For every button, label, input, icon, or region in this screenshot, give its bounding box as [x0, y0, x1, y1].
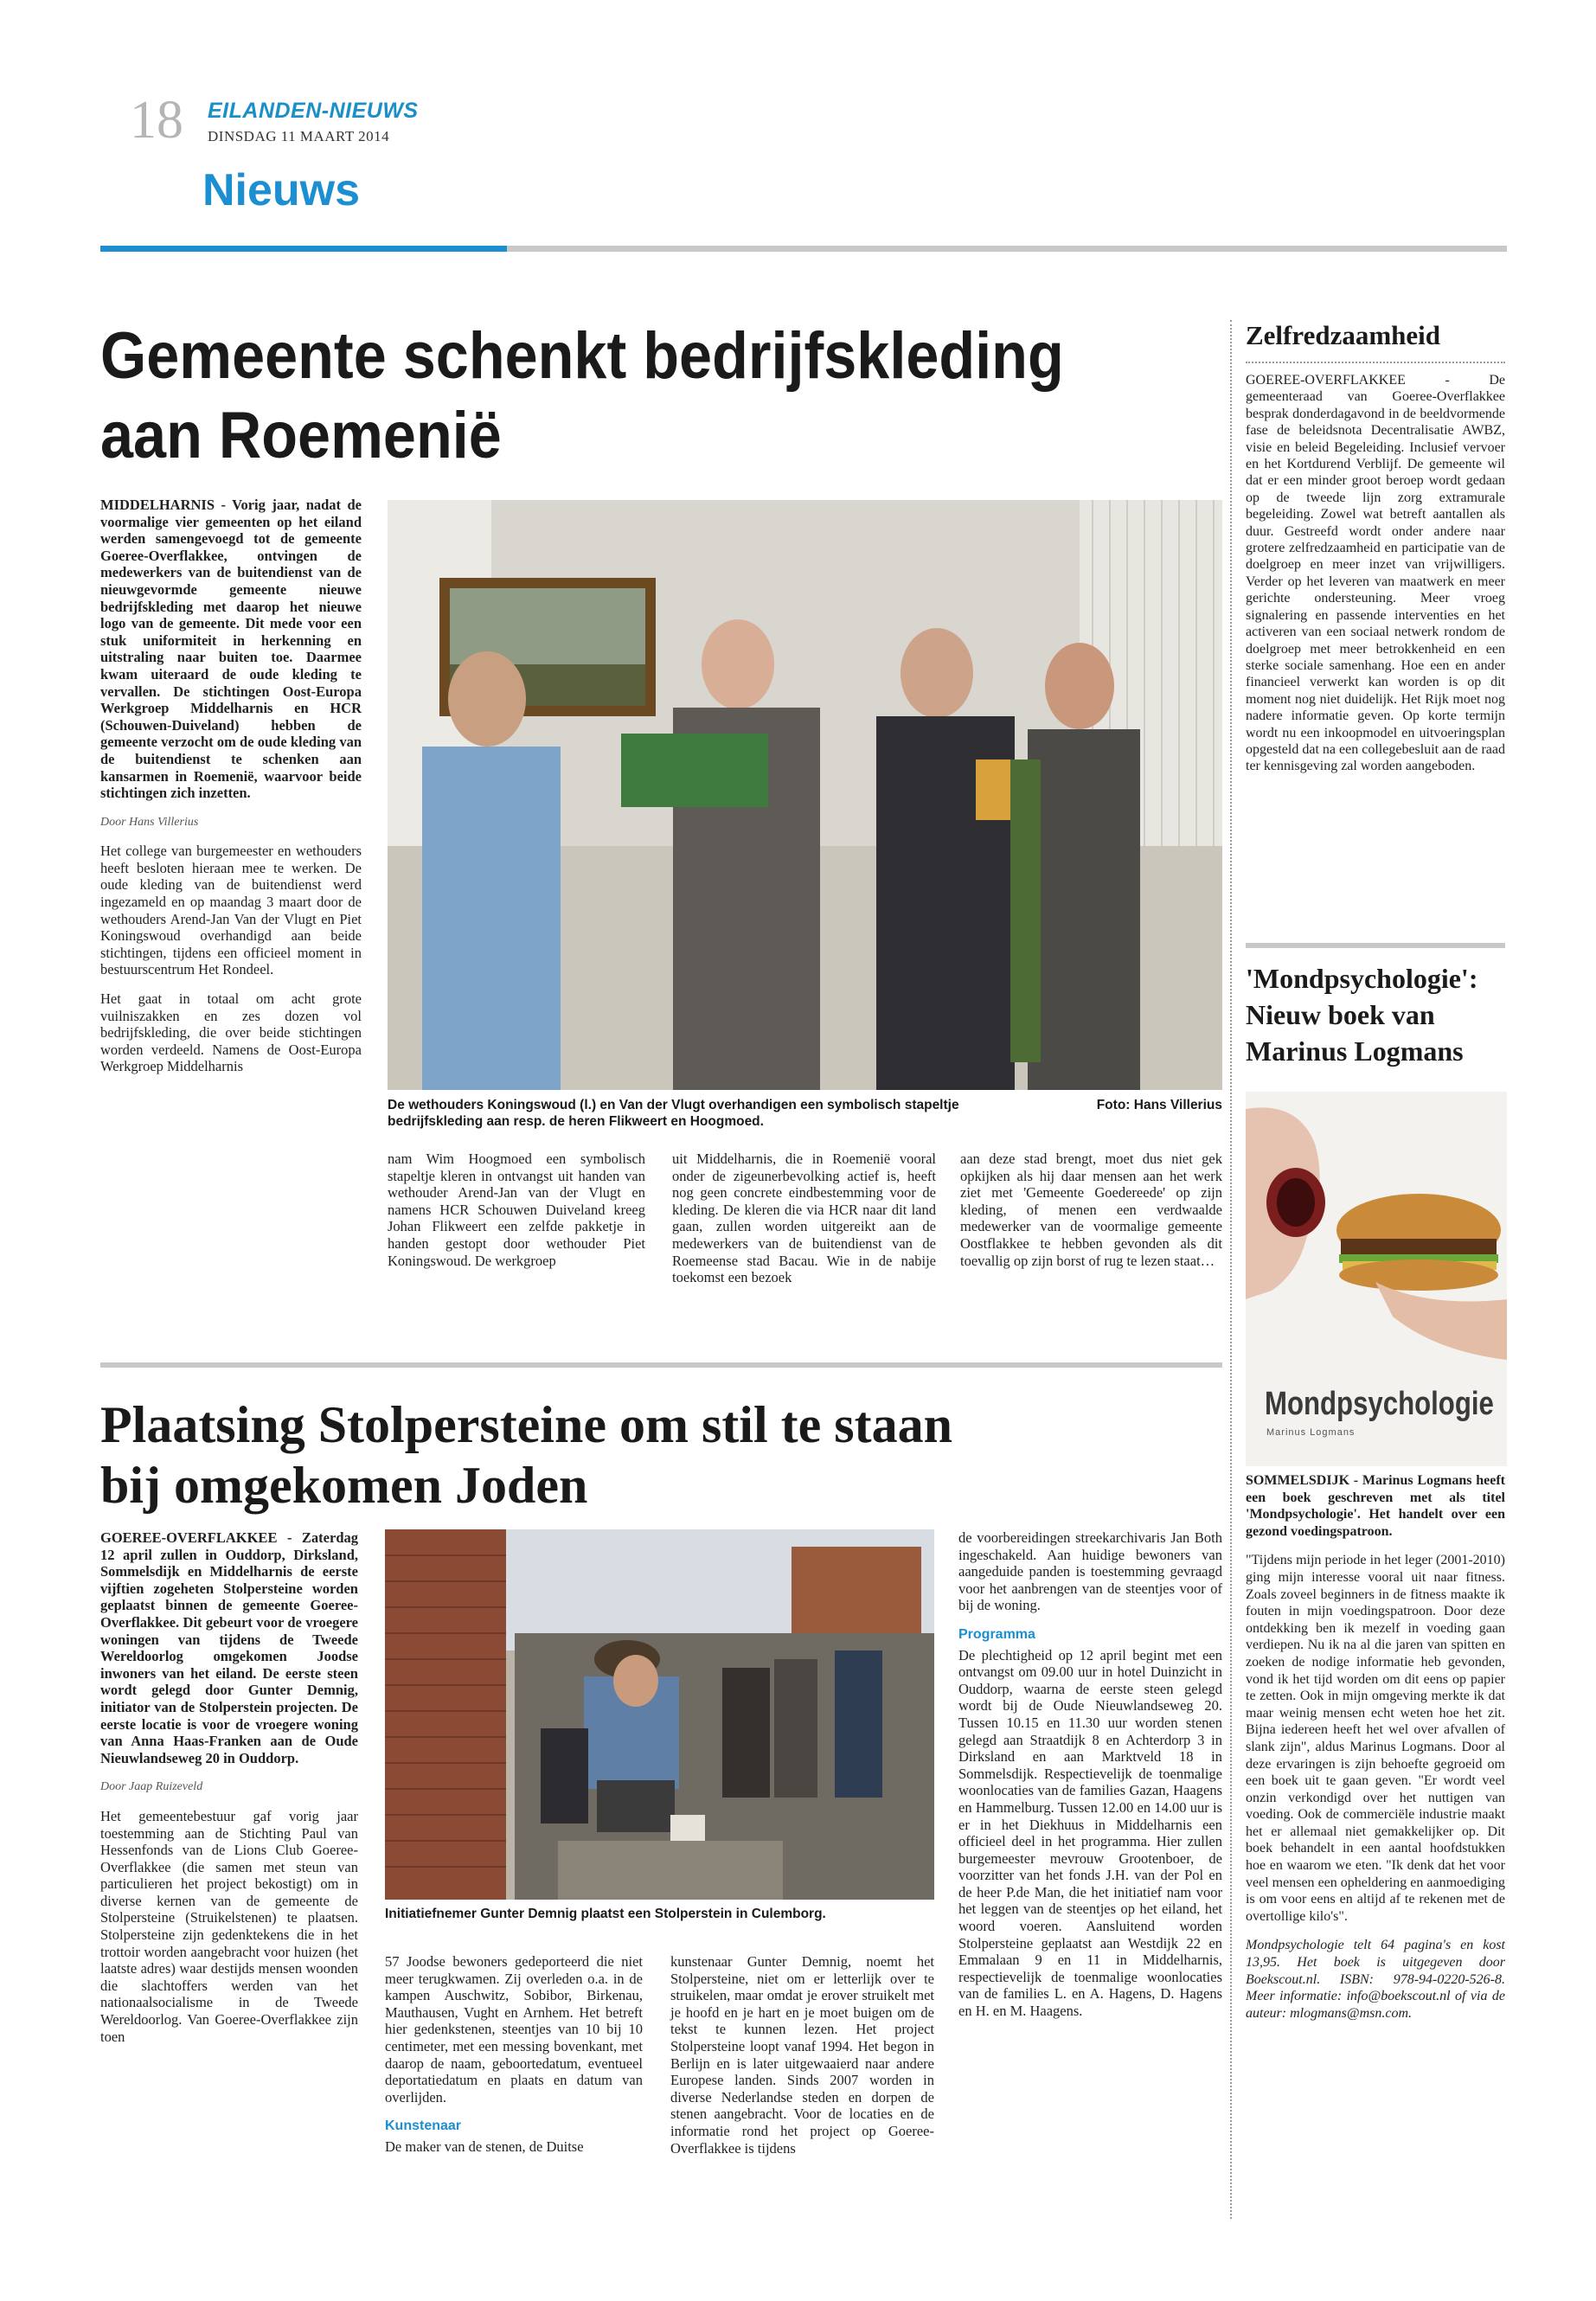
sidebar1-title: Zelfredzaamheid: [1246, 320, 1441, 350]
subhead-kunstenaar: Kunstenaar: [385, 2118, 462, 2134]
sidebar1-rule: [1246, 362, 1505, 363]
article1-photo: [388, 500, 1222, 1090]
article2-column-2: 57 Joodse bewoners gedeporteerd die niet meer terugkwamen. Zij overleden o.a. in de kampen Auschwitz, Sobibor, Birkenau, Mauthausen, Vught en Arnhem. Het betreft hier gedenkstenen, steentjes van 10 bij 10 centimeter, met een messing bovenkant, met daarop de naam, geboortedatum, eventueel deportatiedatum en plaats en datum van overlijden. Kunstenaar De maker van de stenen, de Duitse: [385, 1953, 643, 2155]
sidebar2-lead: SOMMELSDIJK - Marinus Logmans heeft een boek geschreven met als titel 'Mondpsychologie'. Het handelt over een gezond voedingspatroon.: [1246, 1473, 1505, 1539]
article2-lead: GOEREE-OVERFLAKKEE - Zaterdag 12 april zullen in Ouddorp, Dirksland, Sommelsdijk en Middelharnis de eerste vijftien zogeheten Stolpersteine worden geplaatst binnen de gemeente Goeree-Overflakkee. Dit gebeurt voor de vroegere woningen van tijdens de Tweede Wereldoorlog omgekomen Joodse inwoners van het eiland. De eerste steen wordt gelegd door Gunter Demnig, initiator van de Stolperstein projecten. De eerste locatie is voor de vroegere woning van Anna Haas-Franken aan de Oude Nieuwlandseweg 20 in Ouddorp.: [100, 1529, 358, 1766]
subhead-programma: Programma: [958, 1626, 1035, 1642]
article2-byline: Door Jaap Ruizeveld: [100, 1780, 203, 1794]
book-cover-title: Mondpsychologie: [1265, 1386, 1494, 1422]
article1-photo-graphic: [388, 500, 1222, 1090]
article2-column-4: de voorbereidingen streekarchivaris Jan Both ingeschakeld. Aan huidige bewoners van aangeduide panden is toestemming gevraagd voor het aanbrengen van de steentjes voor of bij de woning. Programma De plechtigheid op 12 april begint met een ontvangst om 09.00 uur in hotel Duinzicht in Ouddorp, waarna de eerste steen gelegd wordt bij de Oude Nieuwlandseweg 20. Tussen 10.15 en 11.30 uur worden stenen gelegd aan Straatdijk 8 en Achterdorp 3 in Dirksland en aan Marktveld 18 in Sommelsdijk. Respectievelijk de toenmalige woonlocaties van de families Gazan, Haagens en Hammelburg. Tussen 12.00 en 14.00 uur is er in het Diekhuus in Middelharnis een officieel deel in het programma. Hier zullen burgemeester mevrouw Grootenboer, de voorzitter van het fonds J.H. van der Pol en de heer P.de Man, die het initiatief nam voor het leggen van de steentjes op het eiland, het woord voeren. Aansluitend worden Stolpersteine geplaatst aan Westdijk 22 en Emmalaan 9 en 11 in Middelharnis, respectievelijk de toenmalige woonlocaties van de families L. en A. Hagens, D. Hagens en H. en M. Haagens.: [958, 1529, 1222, 2020]
article2-column-1: [100, 1529, 358, 2057]
article1-byline: Door Hans Villerius: [100, 815, 199, 829]
sidebar2-paragraph: "Tijdens mijn periode in het leger (2001-2010) ging mijn interesse vooral uit naar fitness. Zoals zoveel beginners in de fitness maakte ik fouten in mijn voedingspatroon. Door deze ontdekking ben ik mezelf in voeding gaan verdiepen. Nu ik na al die jaren van spitten en zoeken de nodige informatie heb gevonden, vond ik het tijd worden om dit eens op papier te zetten. Ook in mijn omgeving merkte ik dat maar weinig mensen echt weten hoe het zit. Bijna iedereen heeft het wel over afvallen of slank zijn", aldus Marinus Logmans. Door al deze ervaringen is zijn behoefte gegroeid om een boek uit te gaan geven. "Er wordt veel onzin verkondigd over het nuttigen van voeding. Ook de commerciële industrie maakt het er allemaal niet gemakkelijker op. Dit boek behandelt in een aantal hoofdstukken hoe en waarom we eten. "Ik denk dat het voor veel mensen een opheldering en aanmoediging is om voor eens en altijd af te rekenen met de overtollige kilo's".: [1246, 1553, 1505, 1924]
article2-photo-graphic: [385, 1529, 934, 1900]
book-cover: [1246, 1092, 1507, 1466]
article2-caption: Initiatiefnemer Gunter Demnig plaatst een Stolperstein in Culemborg.: [385, 1907, 826, 1921]
article2-headline: Plaatsing Stolpersteine om stil te staan bij omgekomen Joden: [100, 1396, 952, 1514]
article1-paragraph: Het college van burgemeester en wethouders heeft besloten hieraan mee te werken. De oude kleding van de buitendienst werd ingezameld en op maandag 3 maart door de wethouders Arend-Jan Van der Vlugt en Piet Koningswoud overhandigd aan beide stichtingen, tijdens een officieel moment in bestuurscentrum Het Rondeel.: [100, 843, 362, 978]
section-rule-accent: [100, 246, 507, 252]
article1-caption: De wethouders Koningswoud (l.) en Van der Vlugt overhandigen een symbolisch stapeltje bedrijfskleding aan resp. de heren Flikweert en Hoogmoed.: [388, 1098, 959, 1129]
section-rule: [507, 246, 1507, 252]
sidebar2-footer: Mondpsychologie telt 64 pagina's en kost 13,95. Het boek is uitgegeven door Boekscout.nl. ISBN: 978-94-0220-526-8. Meer informatie: info@boekscout.nl of via de auteur: mlogmans@msn.com.: [1246, 1938, 1505, 2021]
article1-headline: Gemeente schenkt bedrijfskleding aan Roemenië: [100, 319, 1064, 472]
article1-photo-credit: Foto: Hans Villerius: [1096, 1098, 1222, 1112]
sidebar1-body: GOEREE-OVERFLAKKEE - De gemeenteraad van Goeree-Overflakkee besprak donderdagavond in de beeldvormende fase de beleidsnota Decentralisatie AWBZ, visie en beleid Begeleiding. Inclusief vervoer en het Kortdurend Verblijf. De gemeente wil dat er een minder groot beroep wordt gedaan op de tweede lijn zorg extramurale begeleiding. Zowel wat betreft aantallen als duur. Gestreefd wordt onder andere naar grotere zelfredzaamheid en participatie van de doelgroep en meer inzet van vrijwilligers. Verder op het leveren van maatwerk en meer gerichte ondersteuning. Meer vroeg signalering en passende interventies en het activeren van een sociaal netwerk rondom de doelgroep met meer betrokkenheid en een sterke sociale samenhang. Hoe een en ander financieel verwerkt kan worden is op dit moment nog niet duidelijk. Het Rijk moet nog nadere informatie geven. Op korte termijn wordt nu een inkoopmodel en uitvoeringsplan opgesteld dat na een collegebesluit aan de raad ter kennisgeving zal worden aangeboden.: [1246, 373, 1505, 774]
issue-date: DINSDAG 11 MAART 2014: [208, 128, 390, 144]
sidebar2-title: 'Mondpsychologie': Nieuw boek van Marinus Logmans: [1246, 963, 1478, 1067]
book-cover-author: Marinus Logmans: [1266, 1427, 1356, 1438]
article1-column-4: aan deze stad brengt, moet dus niet gek opkijken als hij daar mensen aan het werk ziet met 'Gemeente Goedereede' op zijn kleding, of menen een verdwaalde medewerker van de voormalige gemeente Oostflakkee te hebben gevonden als dit toevallig op zijn borst of rug te lezen staat…: [960, 1150, 1222, 1269]
sidebar-divider: [1230, 320, 1232, 2219]
article1-column-1: [100, 497, 362, 1087]
article1-lead: MIDDELHARNIS - Vorig jaar, nadat de voormalige vier gemeenten op het eiland werden samengevoegd tot de gemeente Goeree-Overflakkee, ontvingen de medewerkers van de buitendienst van de nieuwgevormde gemeente nieuwe bedrijfskleding met daarop het nieuwe logo van de gemeente. Dit mede voor een stuk uniformiteit in herkenning en uitstraling naar buiten toe. Daarmee kwam uiteraard de oude kleding te vervallen. De stichtingen Oost-Europa Werkgroep Middelharnis en HCR (Schouwen-Duiveland) hebben de gemeente verzocht om de oude kleding van de buitendienst te schenken aan kansarmen in Roemenië, waarvoor beide stichtingen zich inzetten.: [100, 497, 362, 802]
section-title: Nieuws: [202, 165, 361, 215]
article1-column-3: uit Middelharnis, die in Roemenië vooral onder de zigeunerbevolking actief is, heeft nog geen concrete eindbestemming voor de kleding. De kleren die via HCR naar dit land gaan, zullen worden uitgereikt aan de medewerkers van de buitendienst van de Roemeense stad Bacau. Wie in de nabije toekomst een bezoek: [672, 1150, 936, 1286]
article2-paragraph: Het gemeentebestuur gaf vorig jaar toestemming aan de Stichting Paul van Hessenfonds van de Lions Club Goeree-Overflakkee (die samen met steun van particulieren het project bekostigt) om in diverse kernen van de gemeente de Stolpersteine (Struikelstenen) te plaatsen. Stolpersteine zijn gedenktekens die in het trottoir worden aangebracht voor huizen (het laatste adres) waar destijds mensen woonden die slachtoffers werden van het nationaalsocialisme in de Tweede Wereldoorlog. Van Goeree-Overflakkee zijn toen: [100, 1807, 358, 2045]
sidebar2-body: [1246, 1472, 1505, 2034]
brand-logo: EILANDEN-NIEUWS: [208, 99, 419, 123]
article1-paragraph: Het gaat in totaal om acht grote vuilniszakken en zes dozen vol bedrijfskleding, die over beide stichtingen worden verdeeld. Namens de Oost-Europa Werkgroep Middelharnis: [100, 990, 362, 1075]
page-number: 18: [130, 91, 183, 150]
article-separator: [100, 1362, 1222, 1368]
sidebar-separator: [1246, 943, 1505, 948]
article1-column-2: nam Wim Hoogmoed een symbolisch stapeltje kleren in ontvangst uit handen van wethouder Arend-Jan van der Vlugt en namens HCR Schouwen Duiveland kreeg Johan Flikweert een zelfde pakketje in handen gestopt door wethouder Piet Koningswoud. De werkgroep: [388, 1150, 645, 1269]
article2-photo: [385, 1529, 934, 1900]
article2-column-3: kunstenaar Gunter Demnig, noemt het Stolpersteine, niet om er letterlijk over te struikelen, maar omdat je erover struikelt met je hoofd en je hart en je moet buigen om de tekst te kunnen lezen. Het project Stolpersteine loopt vanaf 1994. Het begon in Berlijn en is later uitgewaaierd naar andere Europese landen. Sinds 2007 worden in diverse Nederlandse steden en dorpen de stenen aangebracht. Voor de locaties en de informatie rond het project op Goeree-Overflakkee is tijdens: [670, 1953, 934, 2157]
